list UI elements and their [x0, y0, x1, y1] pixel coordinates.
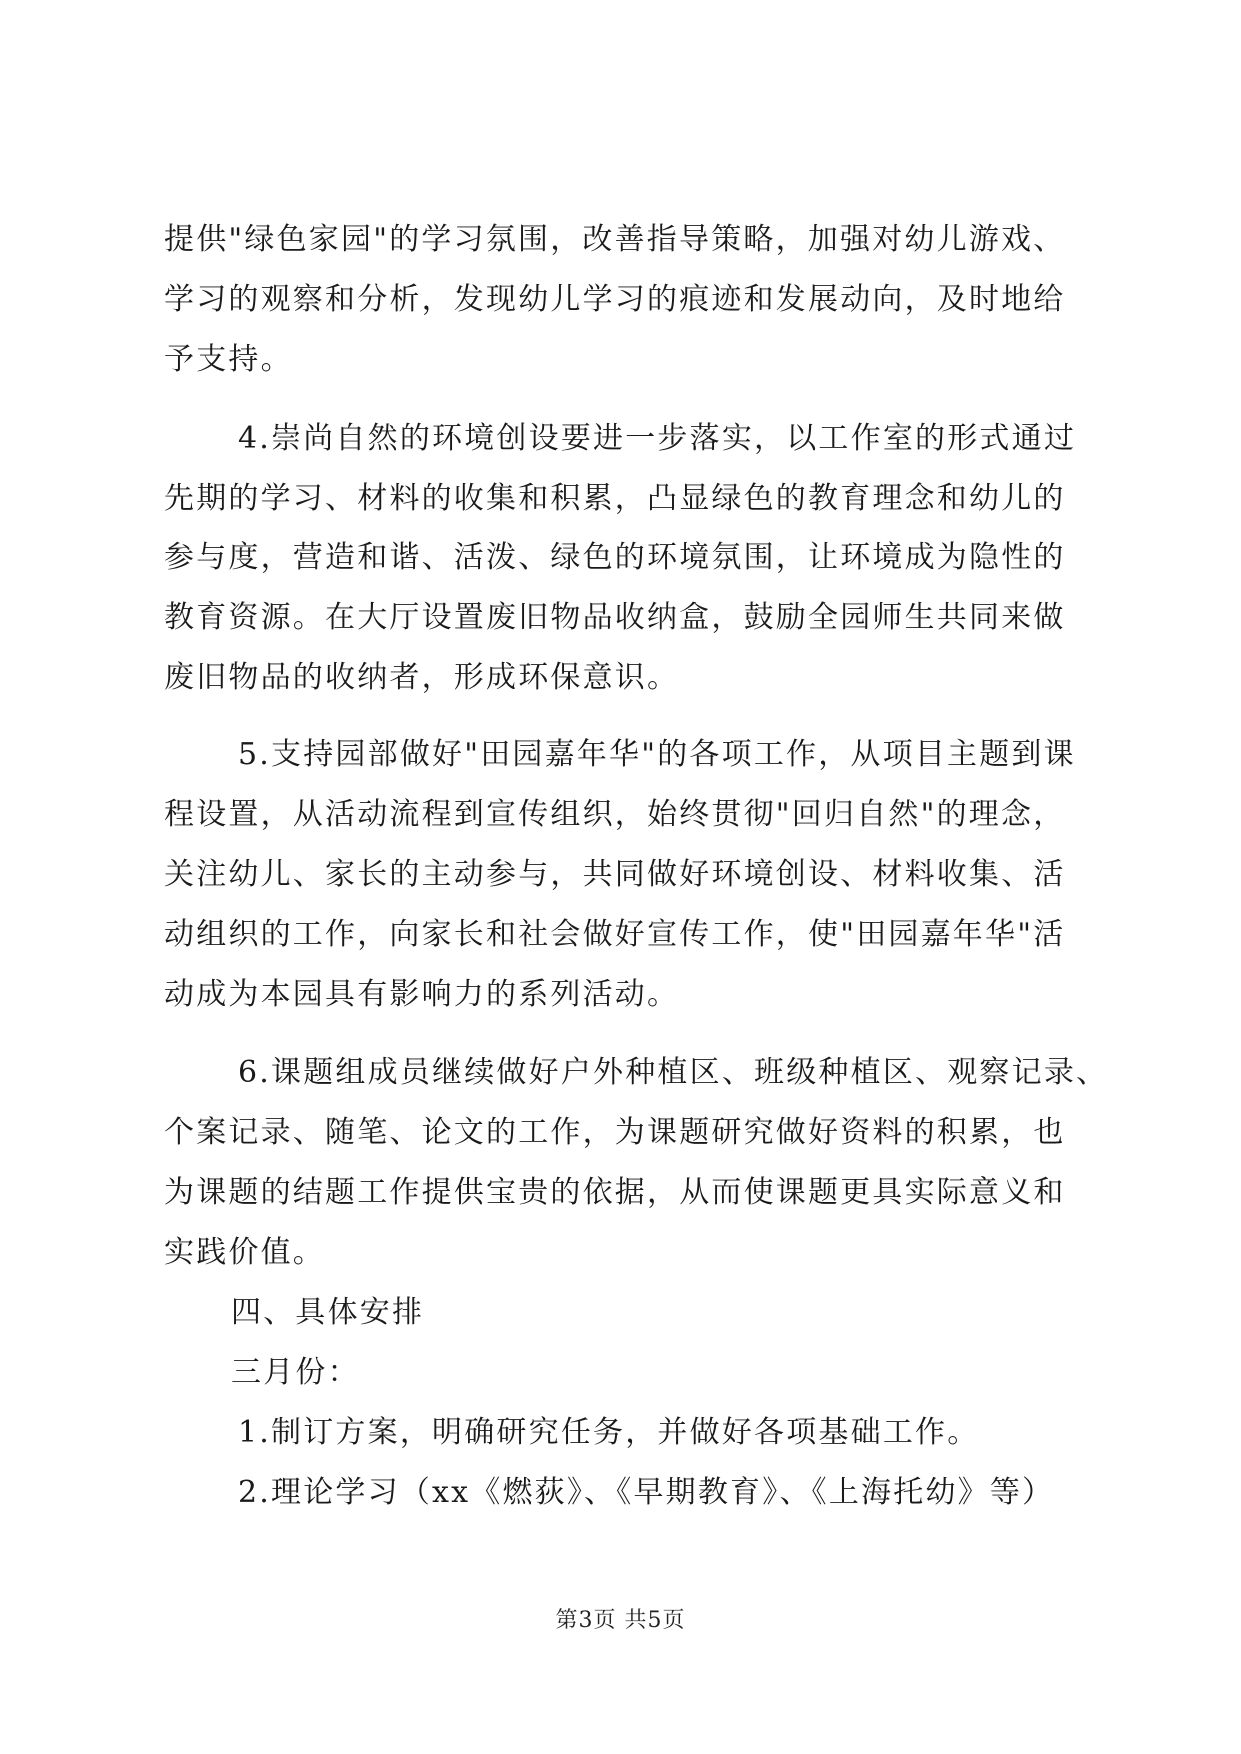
- list-item: 1.制订方案，明确研究任务，并做好各项基础工作。: [238, 1415, 980, 1450]
- paragraph-line: 学习的观察和分析，发现幼儿学习的痕迹和发展动向，及时地给: [164, 282, 1066, 317]
- paragraph-line: 关注幼儿、家长的主动参与，共同做好环境创设、材料收集、活: [164, 857, 1066, 892]
- list-item: 2.理论学习（xx《燃荻》、《早期教育》、《上海托幼》等）: [238, 1475, 1055, 1510]
- paragraph-line: 教育资源。在大厅设置废旧物品收纳盒，鼓励全园师生共同来做: [164, 600, 1066, 635]
- paragraph-line: 提供"绿色家园"的学习氛围，改善指导策略，加强对幼儿游戏、: [164, 222, 1066, 257]
- paragraph-line: 程设置，从活动流程到宣传组织，始终贯彻"回归自然"的理念，: [164, 797, 1066, 832]
- paragraph-line: 废旧物品的收纳者，形成环保意识。: [164, 660, 680, 695]
- paragraph-line: 4.崇尚自然的环境创设要进一步落实，以工作室的形式通过: [238, 421, 1077, 456]
- paragraph-line: 实践价值。: [164, 1235, 325, 1270]
- paragraph-line: 为课题的结题工作提供宝贵的依据，从而使课题更具实际意义和: [164, 1175, 1066, 1210]
- paragraph-line: 动组织的工作，向家长和社会做好宣传工作，使"田园嘉年华"活: [164, 917, 1066, 952]
- paragraph-line: 先期的学习、材料的收集和积累，凸显绿色的教育理念和幼儿的: [164, 481, 1066, 516]
- month-heading: 三月份：: [231, 1355, 360, 1390]
- paragraph-line: 予支持。: [164, 342, 293, 377]
- paragraph-line: 5.支持园部做好"田园嘉年华"的各项工作，从项目主题到课: [238, 737, 1076, 772]
- section-heading: 四、具体安排: [231, 1295, 425, 1330]
- paragraph-line: 动成为本园具有影响力的系列活动。: [164, 977, 680, 1012]
- paragraph-line: 参与度，营造和谐、活泼、绿色的环境氛围，让环境成为隐性的: [164, 540, 1066, 575]
- paragraph-line: 6.课题组成员继续做好户外种植区、班级种植区、观察记录、: [238, 1055, 1109, 1090]
- page-footer: 第3页 共5页: [555, 1608, 686, 1633]
- paragraph-line: 个案记录、随笔、论文的工作，为课题研究做好资料的积累，也: [164, 1115, 1066, 1150]
